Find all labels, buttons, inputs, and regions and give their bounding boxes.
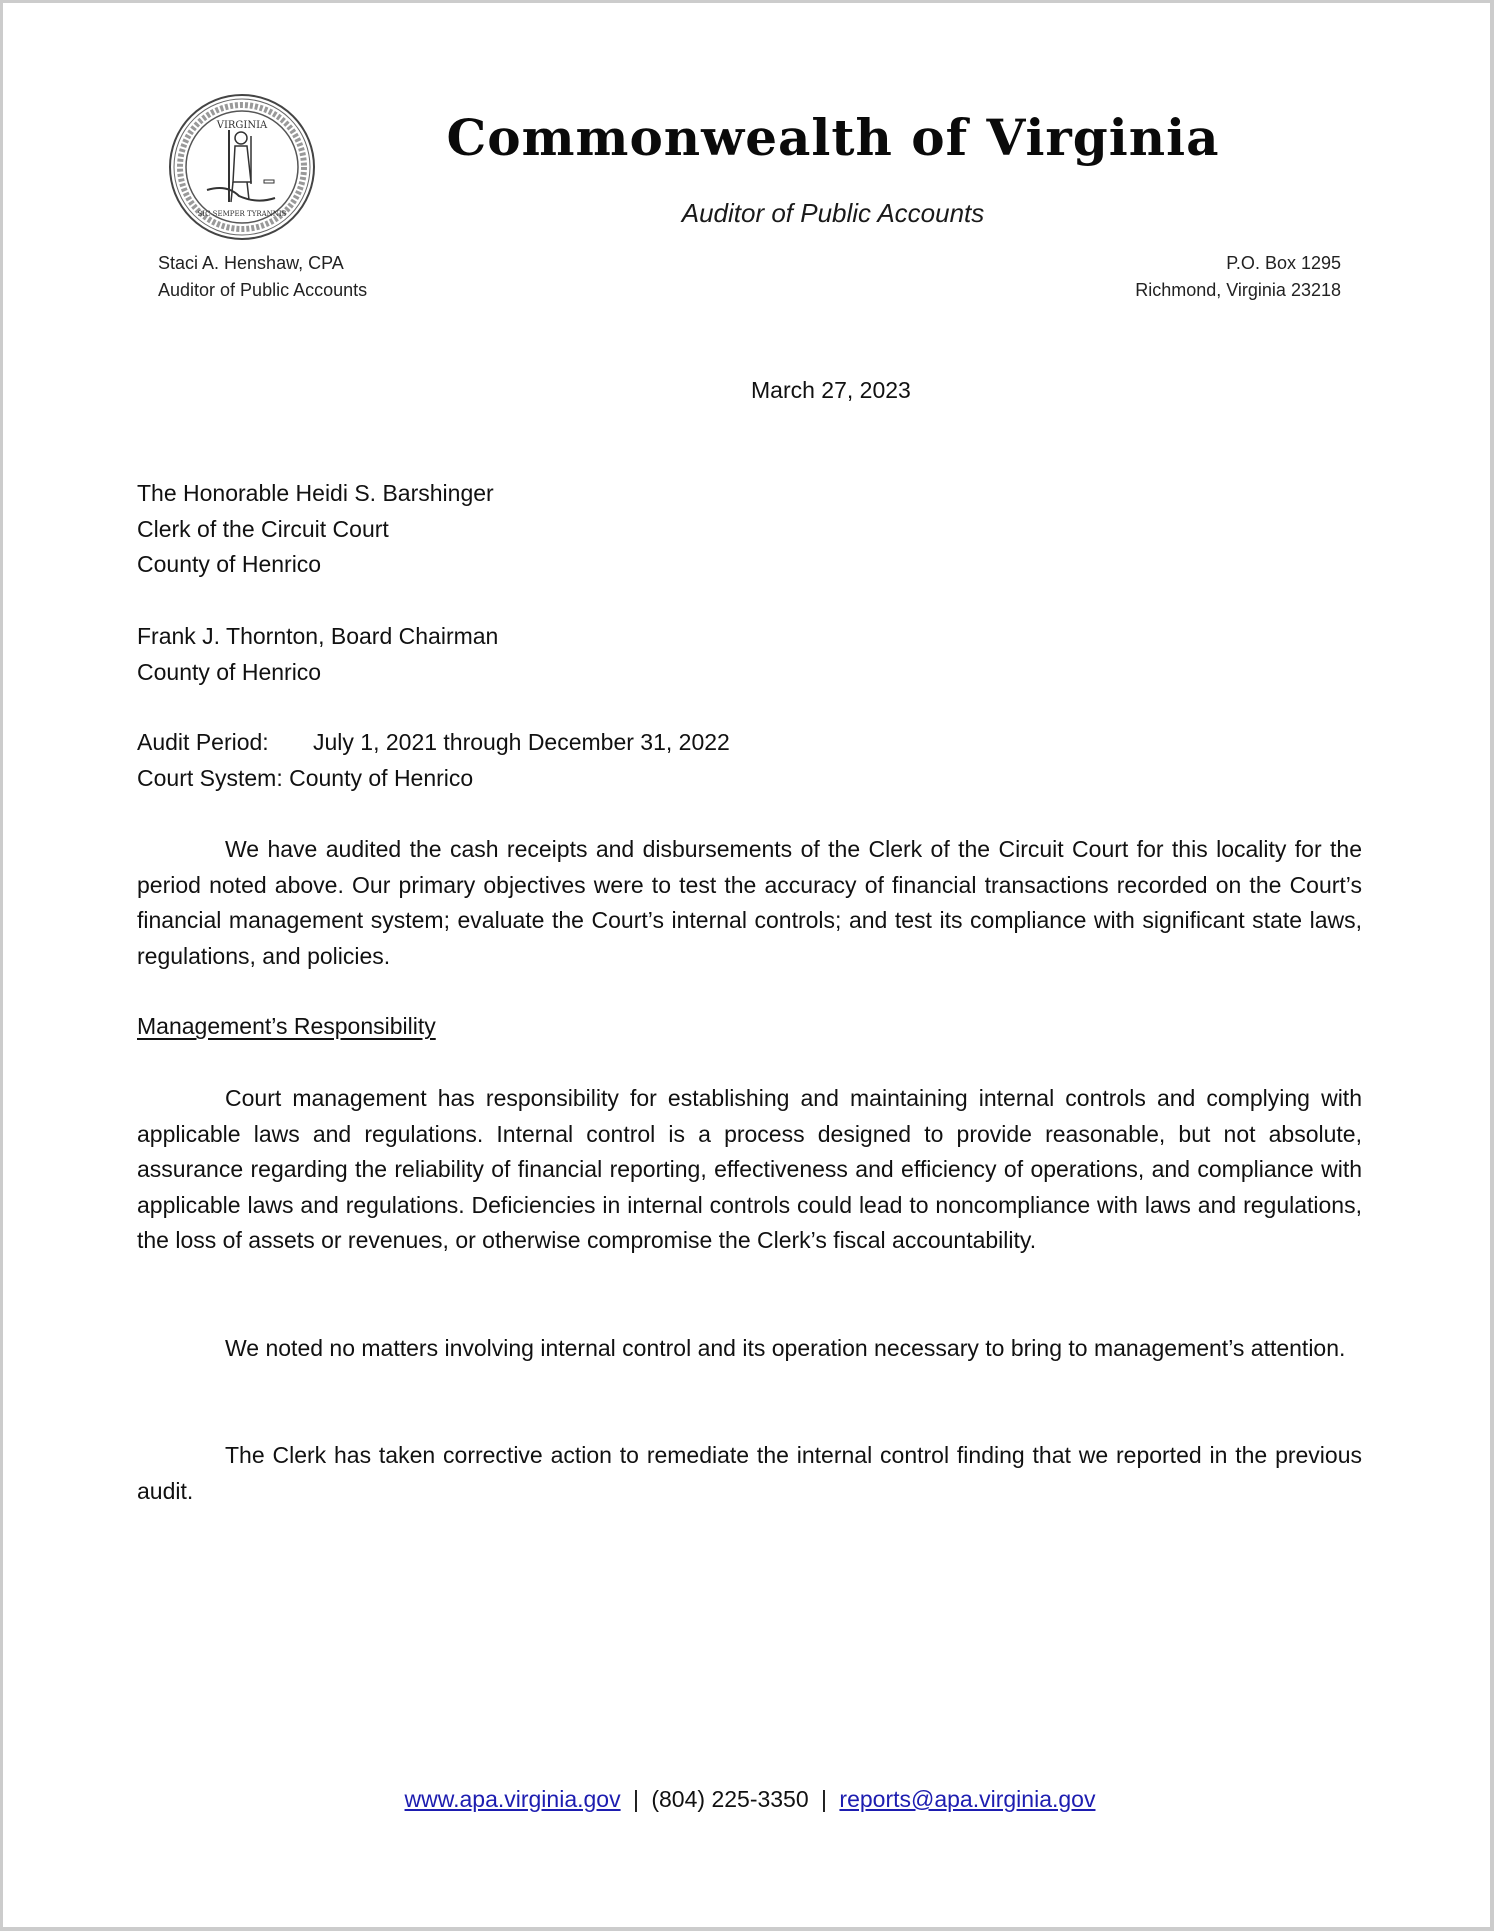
recipient-block-2 — [137, 619, 1362, 690]
svg-text:SIC SEMPER TYRANNIS: SIC SEMPER TYRANNIS — [197, 210, 287, 218]
corrective-action-paragraph: The Clerk has taken corrective action to remediate the internal control finding that we reported in the previous audit. — [137, 1442, 1362, 1504]
recipient-name: The Honorable Heidi S. Barshinger — [137, 480, 494, 506]
audit-info-block — [137, 725, 1362, 796]
recipient-name: Frank J. Thornton, Board Chairman — [137, 623, 499, 649]
footer-separator: | — [632, 1786, 639, 1812]
responsibility-paragraph: Court management has responsibility for establishing and maintaining internal controls and complying with applicable laws and regulations. Internal control is a process designed to provide reasonable, but not absolute, assurance regarding the reliability of financial reporting, effectiveness and efficiency of operations, and compliance with applicable laws and regulations. Deficiencies in internal controls could lead to noncompliance with laws and regulations, the loss of assets or revenues, or otherwise compromise the Clerk’s fiscal accountability. — [137, 1085, 1362, 1254]
auditor-name-block — [158, 250, 367, 304]
section-heading-management-responsibility: Management’s Responsibility — [137, 1013, 436, 1039]
audit-period-label: Audit Period: — [137, 729, 269, 755]
court-system-row — [137, 761, 1362, 797]
no-matters-paragraph: We noted no matters involving internal control and its operation necessary to bring to management’s attention. — [225, 1335, 1346, 1361]
recipient-title: Clerk of the Circuit Court — [137, 515, 389, 542]
footer-separator: | — [821, 1786, 828, 1812]
letter-date-text: March 27, 2023 — [751, 377, 911, 403]
mailing-address-block — [1003, 250, 1341, 304]
letterhead-subtitle: Auditor of Public Accounts — [681, 198, 985, 228]
recipient-locality: County of Henrico — [137, 658, 322, 685]
auditor-name: Staci A. Henshaw, CPA — [158, 253, 344, 273]
audit-period-value: July 1, 2021 through December 31, 2022 — [313, 729, 730, 755]
website-link[interactable]: www.apa.virginia.gov — [404, 1786, 621, 1812]
email-link[interactable]: reports@apa.virginia.gov — [839, 1786, 1096, 1812]
letter-page — [3, 3, 1490, 1927]
recipient-block-1 — [137, 476, 1362, 583]
virginia-seal-icon — [167, 92, 317, 242]
recipient-locality: County of Henrico — [137, 551, 322, 578]
audit-period-row — [137, 725, 1362, 761]
intro-paragraph: We have audited the cash receipts and disbursements of the Clerk of the Circuit Court for this locality for the period noted above. Our primary objectives were to test the accuracy of financial transactions recorded on the Court’s financial management system; evaluate the Court’s internal controls; and test its compliance with significant state laws, regulations, and policies. — [137, 836, 1362, 969]
phone-number: (804) 225-3350 — [651, 1786, 809, 1812]
auditor-title: Auditor of Public Accounts — [158, 280, 368, 300]
court-system-label: Court System: — [137, 764, 283, 791]
city-state-zip: Richmond, Virginia 23218 — [1135, 280, 1341, 300]
letter-footer — [3, 1781, 1494, 1817]
letterhead-title: Commonwealth of Virginia — [446, 108, 1220, 167]
svg-text:VIRGINIA: VIRGINIA — [216, 120, 268, 131]
po-box: P.O. Box 1295 — [1226, 253, 1341, 273]
court-system-value: County of Henrico — [289, 764, 474, 791]
